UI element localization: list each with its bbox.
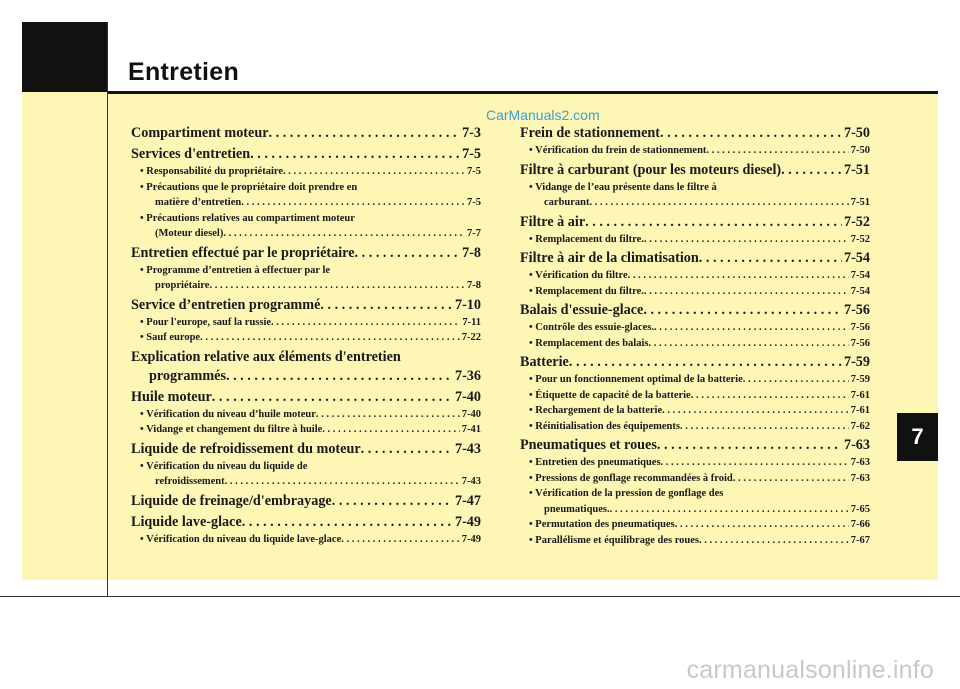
toc-entry-label: Batterie: [520, 354, 569, 370]
toc-entry[interactable]: [520, 213, 870, 232]
dot-leader: [644, 232, 849, 248]
toc-page-number: 7-56: [843, 302, 870, 318]
toc-page-number: 7-59: [843, 354, 870, 370]
toc-page-number: 7-47: [454, 492, 481, 509]
toc-entry[interactable]: [131, 164, 481, 180]
toc-page-number: 7-11: [462, 316, 481, 328]
toc-entry-label: Service d’entretien programmé: [131, 296, 321, 313]
toc-page-number: 7-63: [850, 457, 870, 468]
dot-leader: [269, 124, 461, 143]
toc-page-number: 7-10: [454, 296, 481, 313]
toc-entry-label: Liquide lave-glace: [131, 513, 242, 530]
dot-leader: [361, 440, 453, 459]
toc-entry-label: • Pour l'europe, sauf la russie: [140, 316, 272, 328]
toc-entry[interactable]: [520, 195, 870, 211]
toc-page-number: 7-65: [850, 503, 870, 515]
toc-entry-label: • Parallélisme et équilibrage des roues: [529, 534, 699, 546]
toc-entry-label: • Pour un fonctionnement optimal de la batterie: [529, 374, 743, 385]
toc-entry[interactable]: [520, 388, 870, 404]
footer-rule: [0, 596, 960, 597]
toc-entry[interactable]: [520, 124, 870, 143]
toc-page-number: 7-59: [850, 374, 870, 385]
dot-leader: [733, 471, 849, 487]
title-underline: [108, 91, 938, 94]
dot-leader: [320, 296, 453, 315]
toc-entry-label: • Rechargement de la batterie: [529, 405, 663, 416]
toc-entry-label: • Entretien des pneumatiques: [529, 457, 661, 468]
dot-leader: [657, 436, 842, 455]
toc-entry[interactable]: [131, 474, 481, 490]
margin-rule: [107, 22, 108, 597]
toc-page-number: 7-52: [843, 213, 870, 230]
dot-leader: [226, 367, 453, 386]
dot-leader: [212, 388, 453, 407]
toc-page-number: 7-52: [850, 233, 870, 245]
dot-leader: [322, 422, 459, 438]
dot-leader: [691, 388, 849, 404]
toc-entry-label[interactable]: • Précautions relatives au compartiment moteur: [140, 212, 355, 224]
toc-entry-label: Filtre à air: [520, 213, 586, 230]
dot-leader: [242, 513, 453, 532]
toc-entry[interactable]: [131, 124, 481, 143]
toc-entry-label: • Vidange et changement du filtre à huile: [140, 424, 323, 435]
toc-entry-label: Liquide de freinage/d'embrayage: [131, 492, 332, 509]
toc-entry[interactable]: [131, 145, 481, 164]
toc-entry[interactable]: [131, 296, 481, 315]
toc-entry[interactable]: [131, 244, 481, 263]
toc-entry-label: Services d'entretien: [131, 146, 251, 162]
dot-leader: [569, 353, 842, 372]
dot-leader: [660, 124, 842, 143]
toc-page-number: 7-61: [850, 405, 870, 416]
toc-entry-label: • Remplacement du filtre.: [529, 233, 644, 245]
toc-entry[interactable]: [520, 161, 870, 180]
toc-entry[interactable]: [520, 143, 870, 159]
toc-page-number: 7-8: [467, 280, 481, 291]
dot-leader: [585, 213, 842, 232]
toc-entry-label: • Permutation des pneumatiques: [529, 519, 675, 530]
toc-entry[interactable]: [520, 419, 870, 435]
toc-entry-label: • Vérification du frein de stationnement: [529, 145, 707, 156]
toc-page-number: 7-5: [467, 166, 481, 177]
toc-entry-label[interactable]: • Vérification du niveau du liquide de: [140, 460, 308, 472]
dot-leader: [332, 492, 453, 511]
dot-leader: [223, 226, 465, 242]
dot-leader: [250, 145, 460, 164]
toc-entry[interactable]: [520, 336, 870, 352]
dot-leader: [590, 195, 849, 211]
toc-page-number: 7-5: [462, 146, 481, 162]
toc-entry[interactable]: [520, 533, 870, 549]
dot-leader: [643, 301, 842, 320]
toc-page-number: 7-43: [454, 440, 481, 457]
dot-leader: [341, 532, 460, 548]
toc-page-number: 7-40: [454, 388, 481, 405]
dot-leader: [225, 474, 460, 490]
toc-page-number: 7-51: [843, 161, 870, 178]
toc-entry[interactable]: [520, 436, 870, 455]
toc-page-number: 7-67: [850, 534, 870, 546]
toc-entry-label: • Sauf europe: [140, 332, 201, 343]
toc-entry-label: • Remplacement du filtre.: [529, 285, 644, 297]
toc-entry-label: Pneumatiques et roues: [520, 437, 657, 453]
toc-entry-label: Balais d'essuie-glace: [520, 302, 644, 318]
toc-entry-label: pneumatiques.: [544, 503, 610, 515]
dot-leader: [241, 195, 465, 211]
toc-entry[interactable]: [520, 455, 870, 471]
toc-page-number: 7-3: [462, 125, 481, 141]
toc-entry-label: • Responsabilité du propriétaire: [140, 166, 284, 177]
dot-leader: [271, 315, 460, 331]
toc-page-number: 7-40: [461, 408, 481, 420]
toc-entry-label: • Vérification du niveau d’huile moteur: [140, 408, 316, 420]
toc-page-number: 7-62: [850, 420, 870, 432]
toc-entry[interactable]: [131, 440, 481, 459]
chapter-tab[interactable]: 7: [897, 413, 938, 461]
dot-leader: [699, 533, 849, 549]
toc-entry[interactable]: [131, 330, 481, 346]
toc-entry-label: • Contrôle des essuie-glaces.: [529, 322, 654, 333]
watermark-bottom: carmanualsonline.info: [686, 656, 934, 684]
toc-entry-label: Huile moteur: [131, 388, 212, 405]
toc-entry-label: programmés: [149, 367, 226, 384]
toc-page-number: 7-36: [454, 367, 481, 384]
dot-leader: [675, 517, 849, 533]
toc-entry-label: matière d’entretien: [155, 197, 242, 208]
toc-entry-label: (Moteur diesel): [155, 228, 224, 239]
toc-entry[interactable]: [520, 502, 870, 518]
toc-page-number: 7-63: [843, 437, 870, 453]
dot-leader: [781, 161, 842, 180]
toc-entry-label[interactable]: Explication relative aux éléments d'entretien: [131, 348, 401, 365]
toc-page-number: 7-54: [850, 285, 870, 297]
toc-page-number: 7-56: [850, 337, 870, 349]
toc-entry-label: Entretien effectué par le propriétaire: [131, 244, 355, 261]
toc-entry[interactable]: [520, 268, 870, 284]
toc-entry[interactable]: [520, 320, 870, 336]
chapter-corner-block: [22, 22, 108, 92]
dot-leader: [610, 502, 849, 518]
toc-entry[interactable]: [131, 226, 481, 242]
toc-page-number: 7-66: [850, 519, 870, 530]
toc-entry-label[interactable]: • Vidange de l’eau présente dans le filtre à: [529, 181, 717, 193]
toc-entry[interactable]: [131, 407, 481, 423]
toc-entry[interactable]: [520, 471, 870, 487]
toc-entry-label: • Vérification du filtre: [529, 270, 628, 281]
watermark-top: CarManuals2.com: [486, 107, 600, 123]
toc-entry-label: • Réinitialisation des équipements: [529, 420, 680, 432]
toc-entry-label: • Étiquette de capacité de la batterie: [529, 389, 691, 401]
toc-entry[interactable]: [131, 195, 481, 211]
dot-leader: [316, 407, 460, 423]
toc-entry-label: Frein de stationnement: [520, 125, 661, 141]
toc-page-number: 7-49: [461, 533, 481, 545]
toc-entry[interactable]: [520, 232, 870, 248]
toc-entry-label: • Pressions de gonflage recommandées à froid: [529, 472, 733, 484]
toc-entry[interactable]: [131, 492, 481, 511]
toc-page-number: 7-43: [461, 476, 481, 487]
dot-leader: [662, 403, 849, 419]
page-title: Entretien: [128, 58, 240, 86]
dot-leader: [699, 249, 842, 268]
toc-entry[interactable]: [131, 388, 481, 407]
toc-entry[interactable]: [520, 353, 870, 372]
dot-leader: [283, 164, 465, 180]
toc-entry-label: propriétaire: [155, 280, 210, 291]
toc-entry-label: • Remplacement des balais: [529, 337, 649, 349]
dot-leader: [355, 244, 461, 263]
toc-entry[interactable]: [520, 249, 870, 268]
toc-left-column: [131, 122, 481, 547]
toc-entry[interactable]: [131, 315, 481, 331]
dot-leader: [654, 320, 849, 336]
toc-page-number: 7-63: [850, 472, 870, 484]
dot-leader: [743, 372, 849, 388]
toc-page-number: 7-50: [850, 145, 870, 156]
toc-page-number: 7-5: [467, 197, 481, 208]
toc-entry-label: • Vérification du niveau du liquide lave-glace: [140, 533, 342, 545]
toc-entry[interactable]: [520, 372, 870, 388]
toc-page-number: 7-61: [850, 389, 870, 401]
toc-entry-label: Liquide de refroidissement du moteur: [131, 440, 361, 457]
dot-leader: [680, 419, 849, 435]
toc-page-number: 7-50: [843, 125, 870, 141]
toc-page-number: 7-41: [461, 424, 481, 435]
toc-entry-label[interactable]: • Programme d’entretien à effectuer par le: [140, 264, 331, 276]
toc-page-number: 7-22: [461, 332, 481, 343]
toc-page-number: 7-7: [467, 228, 481, 239]
toc-entry[interactable]: [520, 403, 870, 419]
toc-entry[interactable]: [131, 367, 481, 386]
toc-entry[interactable]: [520, 284, 870, 300]
dot-leader: [706, 143, 848, 159]
toc-right-column: [520, 122, 870, 548]
toc-entry-label: Filtre à carburant (pour les moteurs diesel): [520, 161, 782, 178]
toc-entry[interactable]: [520, 517, 870, 533]
toc-entry[interactable]: [131, 532, 481, 548]
toc-entry-label: Compartiment moteur: [131, 125, 269, 141]
dot-leader: [661, 455, 849, 471]
toc-entry-label: Filtre à air de la climatisation: [520, 250, 699, 266]
toc-entry-label[interactable]: • Vérification de la pression de gonflage des: [529, 488, 724, 499]
toc-entry[interactable]: [520, 301, 870, 320]
toc-entry[interactable]: [131, 422, 481, 438]
dot-leader: [648, 336, 848, 352]
dot-leader: [628, 268, 849, 284]
toc-entry-label: carburant: [544, 197, 590, 208]
toc-page-number: 7-49: [454, 513, 481, 530]
dot-leader: [200, 330, 460, 346]
dot-leader: [209, 278, 465, 294]
toc-entry-label: refroidissement: [155, 476, 225, 487]
toc-entry-label[interactable]: • Précautions que le propriétaire doit prendre en: [140, 181, 358, 193]
toc-page-number: 7-51: [850, 197, 870, 208]
toc-page-number: 7-8: [462, 244, 481, 261]
toc-page-number: 7-56: [850, 322, 870, 333]
toc-entry[interactable]: [131, 278, 481, 294]
toc-page-number: 7-54: [850, 270, 870, 281]
dot-leader: [644, 284, 849, 300]
toc-entry[interactable]: [131, 513, 481, 532]
toc-page-number: 7-54: [843, 250, 870, 266]
